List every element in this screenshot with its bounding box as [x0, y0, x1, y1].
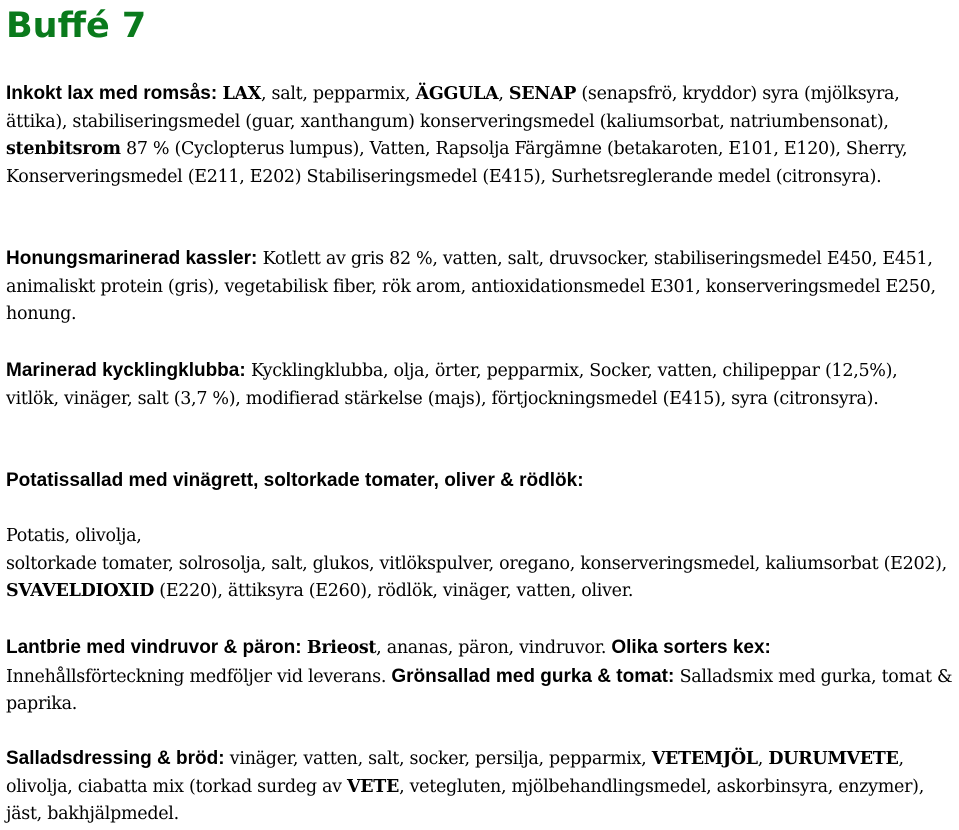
ingredient-text: Kotlett av gris 82 %, vatten, salt, druvsocker, stabiliseringsmedel E450, E451, animaliskt protein (gris), vegetabilisk fiber, rök arom, antioxidationsmedel E301, konserveringsmedel E250, honung. [6, 249, 936, 324]
allergen-text: stenbitsrom [6, 139, 121, 159]
page-title: Buffé 7 [6, 6, 147, 46]
ingredient-text: Kycklingklubba, olja, örter, pepparmix, Socker, vatten, chilipeppar (12,5%), vitlök, vinäger, salt (3,7 %), modifierad stärkelse (majs), förtjockningsmedel (E415), syra (citronsyra). [6, 361, 898, 409]
ingredient-text: Innehållsförteckning medföljer vid leverans. [6, 666, 392, 687]
ingredient-text: , [757, 749, 769, 769]
section-potatissallad-body [6, 523, 954, 606]
ingredient-text: (senapsfrö, kryddor) syra (mjölksyra, ättika), stabiliseringsmedel (guar, xanthangum) konserveringsmedel (kaliumsorbat, natriumbensonat), [6, 84, 900, 132]
ingredient-text: , vetegluten, mjölbehandlingsmedel, askorbinsyra, enzymer), jäst, bakhjälpmedel. [6, 776, 924, 824]
ingredient-text: 87 % (Cyclopterus lumpus), Vatten, Rapsolja Färgämne (betakaroten, E101, E120), Sherry, Konserveringsmedel (E211, E202) Stabiliseringsmedel (E415), Surhetsreglerande medel (citronsyra). [6, 139, 908, 187]
allergen-text: Brieost [306, 638, 377, 658]
ingredient-line [6, 551, 954, 606]
section-heading: Marinerad kycklingklubba: [6, 360, 246, 381]
ingredient-text: , salt, pepparmix, [261, 84, 416, 104]
section-lines [6, 523, 954, 606]
section-heading: Potatissallad med vinägrett, soltorkade tomater, oliver & rödlök: [6, 470, 584, 491]
ingredient-text: , olivolja, ciabatta mix (torkad surdeg av [6, 749, 904, 797]
ingredient-text: (E220), ättiksyra (E260), rödlök, vinäger, vatten, oliver. [154, 581, 634, 601]
section-potatissallad [6, 467, 954, 496]
ingredient-line [6, 523, 954, 551]
allergen-text: SENAP [508, 84, 577, 104]
ingredient-text: , [498, 84, 509, 104]
section-kycklingklubba [6, 357, 954, 413]
allergen-text: SVAVELDIOXID [6, 581, 155, 601]
section-salladsdressing [6, 745, 954, 829]
allergen-text: VETE [346, 776, 400, 797]
inline-heading: Olika sorters kex: [611, 637, 771, 658]
section-heading: Inkokt lax med romsås: [6, 83, 218, 104]
allergen-text: VETEMJÖL [651, 749, 758, 769]
ingredient-text: , ananas, päron, vindruvor. [376, 638, 612, 658]
ingredient-text: Potatis, olivolja, [6, 526, 142, 546]
section-lantbrie [6, 634, 954, 719]
section-heading: Honungsmarinerad kassler: [6, 248, 258, 269]
inline-heading: Grönsallad med gurka & tomat: [391, 665, 675, 687]
allergen-text: LAX [222, 84, 262, 104]
section-kassler [6, 245, 954, 329]
section-heading: Salladsdressing & bröd: [6, 748, 225, 769]
ingredient-text: vinäger, vatten, salt, socker, persilja, pepparmix, [224, 749, 652, 769]
allergen-text: ÄGGULA [415, 84, 499, 104]
ingredient-text: soltorkade tomater, solrosolja, salt, glukos, vitlökspulver, oregano, konserveringsmedel, kaliumsorbat (E202), [6, 553, 947, 574]
section-heading: Lantbrie med vindruvor & päron: [6, 637, 302, 658]
allergen-text: DURUMVETE [768, 749, 899, 769]
section-lax [6, 80, 954, 191]
ingredient-text: Salladsmix med gurka, tomat & paprika. [6, 666, 953, 714]
